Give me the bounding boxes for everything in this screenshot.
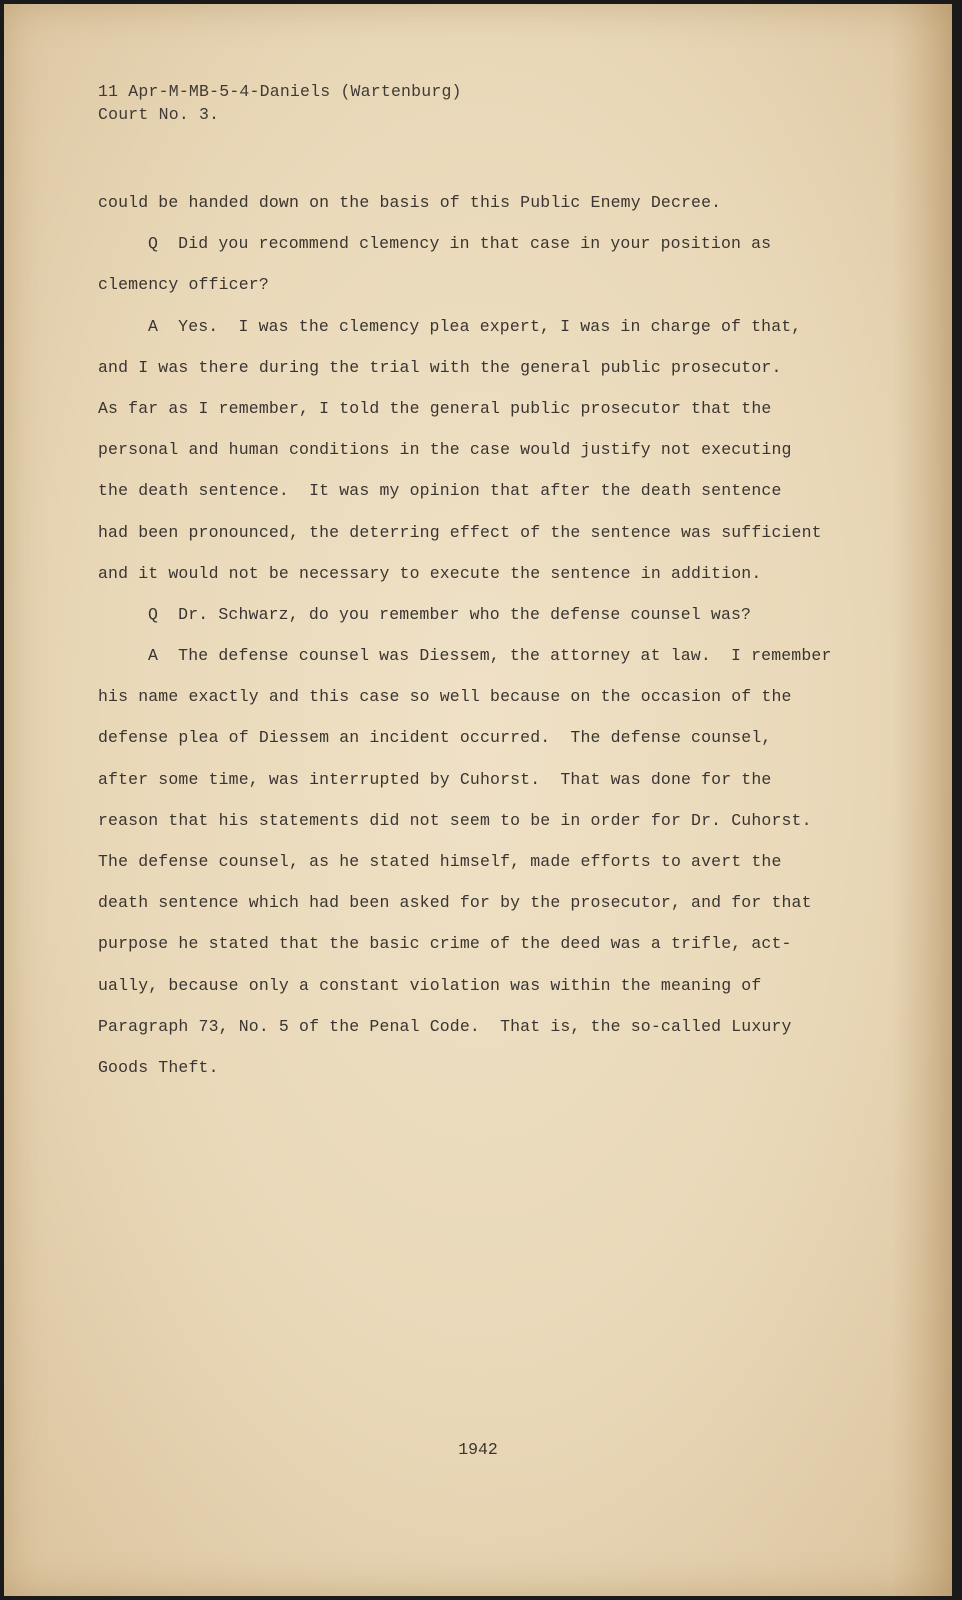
transcript-line: and I was there during the trial with the general public prosecutor. [98,357,782,377]
transcript-line: A Yes. I was the clemency plea expert, I was in charge of that, [148,316,802,336]
transcript-line: The defense counsel, as he stated himself, made efforts to avert the [98,852,782,871]
transcript-line: As far as I remember, I told the general public prosecutor that the [98,398,772,418]
transcript-line: Q Did you recommend clemency in that case in your position as [148,234,772,254]
transcript-line: his name exactly and this case so well because on the occasion of the [98,687,792,707]
transcript-line: after some time, was interrupted by Cuhorst. That was done for the [98,769,772,789]
transcript-line: defense plea of Diessem an incident occurred. The defense counsel, [98,728,772,748]
transcript-line: Paragraph 73, No. 5 of the Penal Code. That is, the so-called Luxury [98,1016,792,1036]
header-case-reference: 11 Apr-M-MB-5-4-Daniels (Wartenburg) [98,82,462,101]
transcript-line: personal and human conditions in the case would justify not executing [98,440,792,460]
header-court-number: Court No. 3. [98,105,220,124]
transcript-line: and it would not be necessary to execute the sentence in addition. [98,563,762,583]
document-header [98,80,462,126]
transcript-line: death sentence which had been asked for by the prosecutor, and for that [98,893,812,913]
transcript-line: Q Dr. Schwarz, do you remember who the defense counsel was? [148,604,752,624]
transcript-line: had been pronounced, the deterring effect of the sentence was sufficient [98,522,822,542]
transcript-line: Goods Theft. [98,1057,219,1077]
transcript-line: could be handed down on the basis of this Public Enemy Decree. [98,193,722,212]
transcript-body [98,182,878,1088]
transcript-line: A The defense counsel was Diessem, the attorney at law. I remember [148,646,832,666]
transcript-line: the death sentence. It was my opinion that after the death sentence [98,481,782,501]
transcript-line: purpose he stated that the basic crime of the deed was a trifle, act- [98,934,792,954]
page-number: 1942 [458,1440,498,1459]
transcript-line: reason that his statements did not seem to be in order for Dr. Cuhorst. [98,810,812,830]
document-page [4,4,952,1596]
transcript-line: ually, because only a constant violation was within the meaning of [98,975,762,995]
transcript-line: clemency officer? [98,275,269,295]
